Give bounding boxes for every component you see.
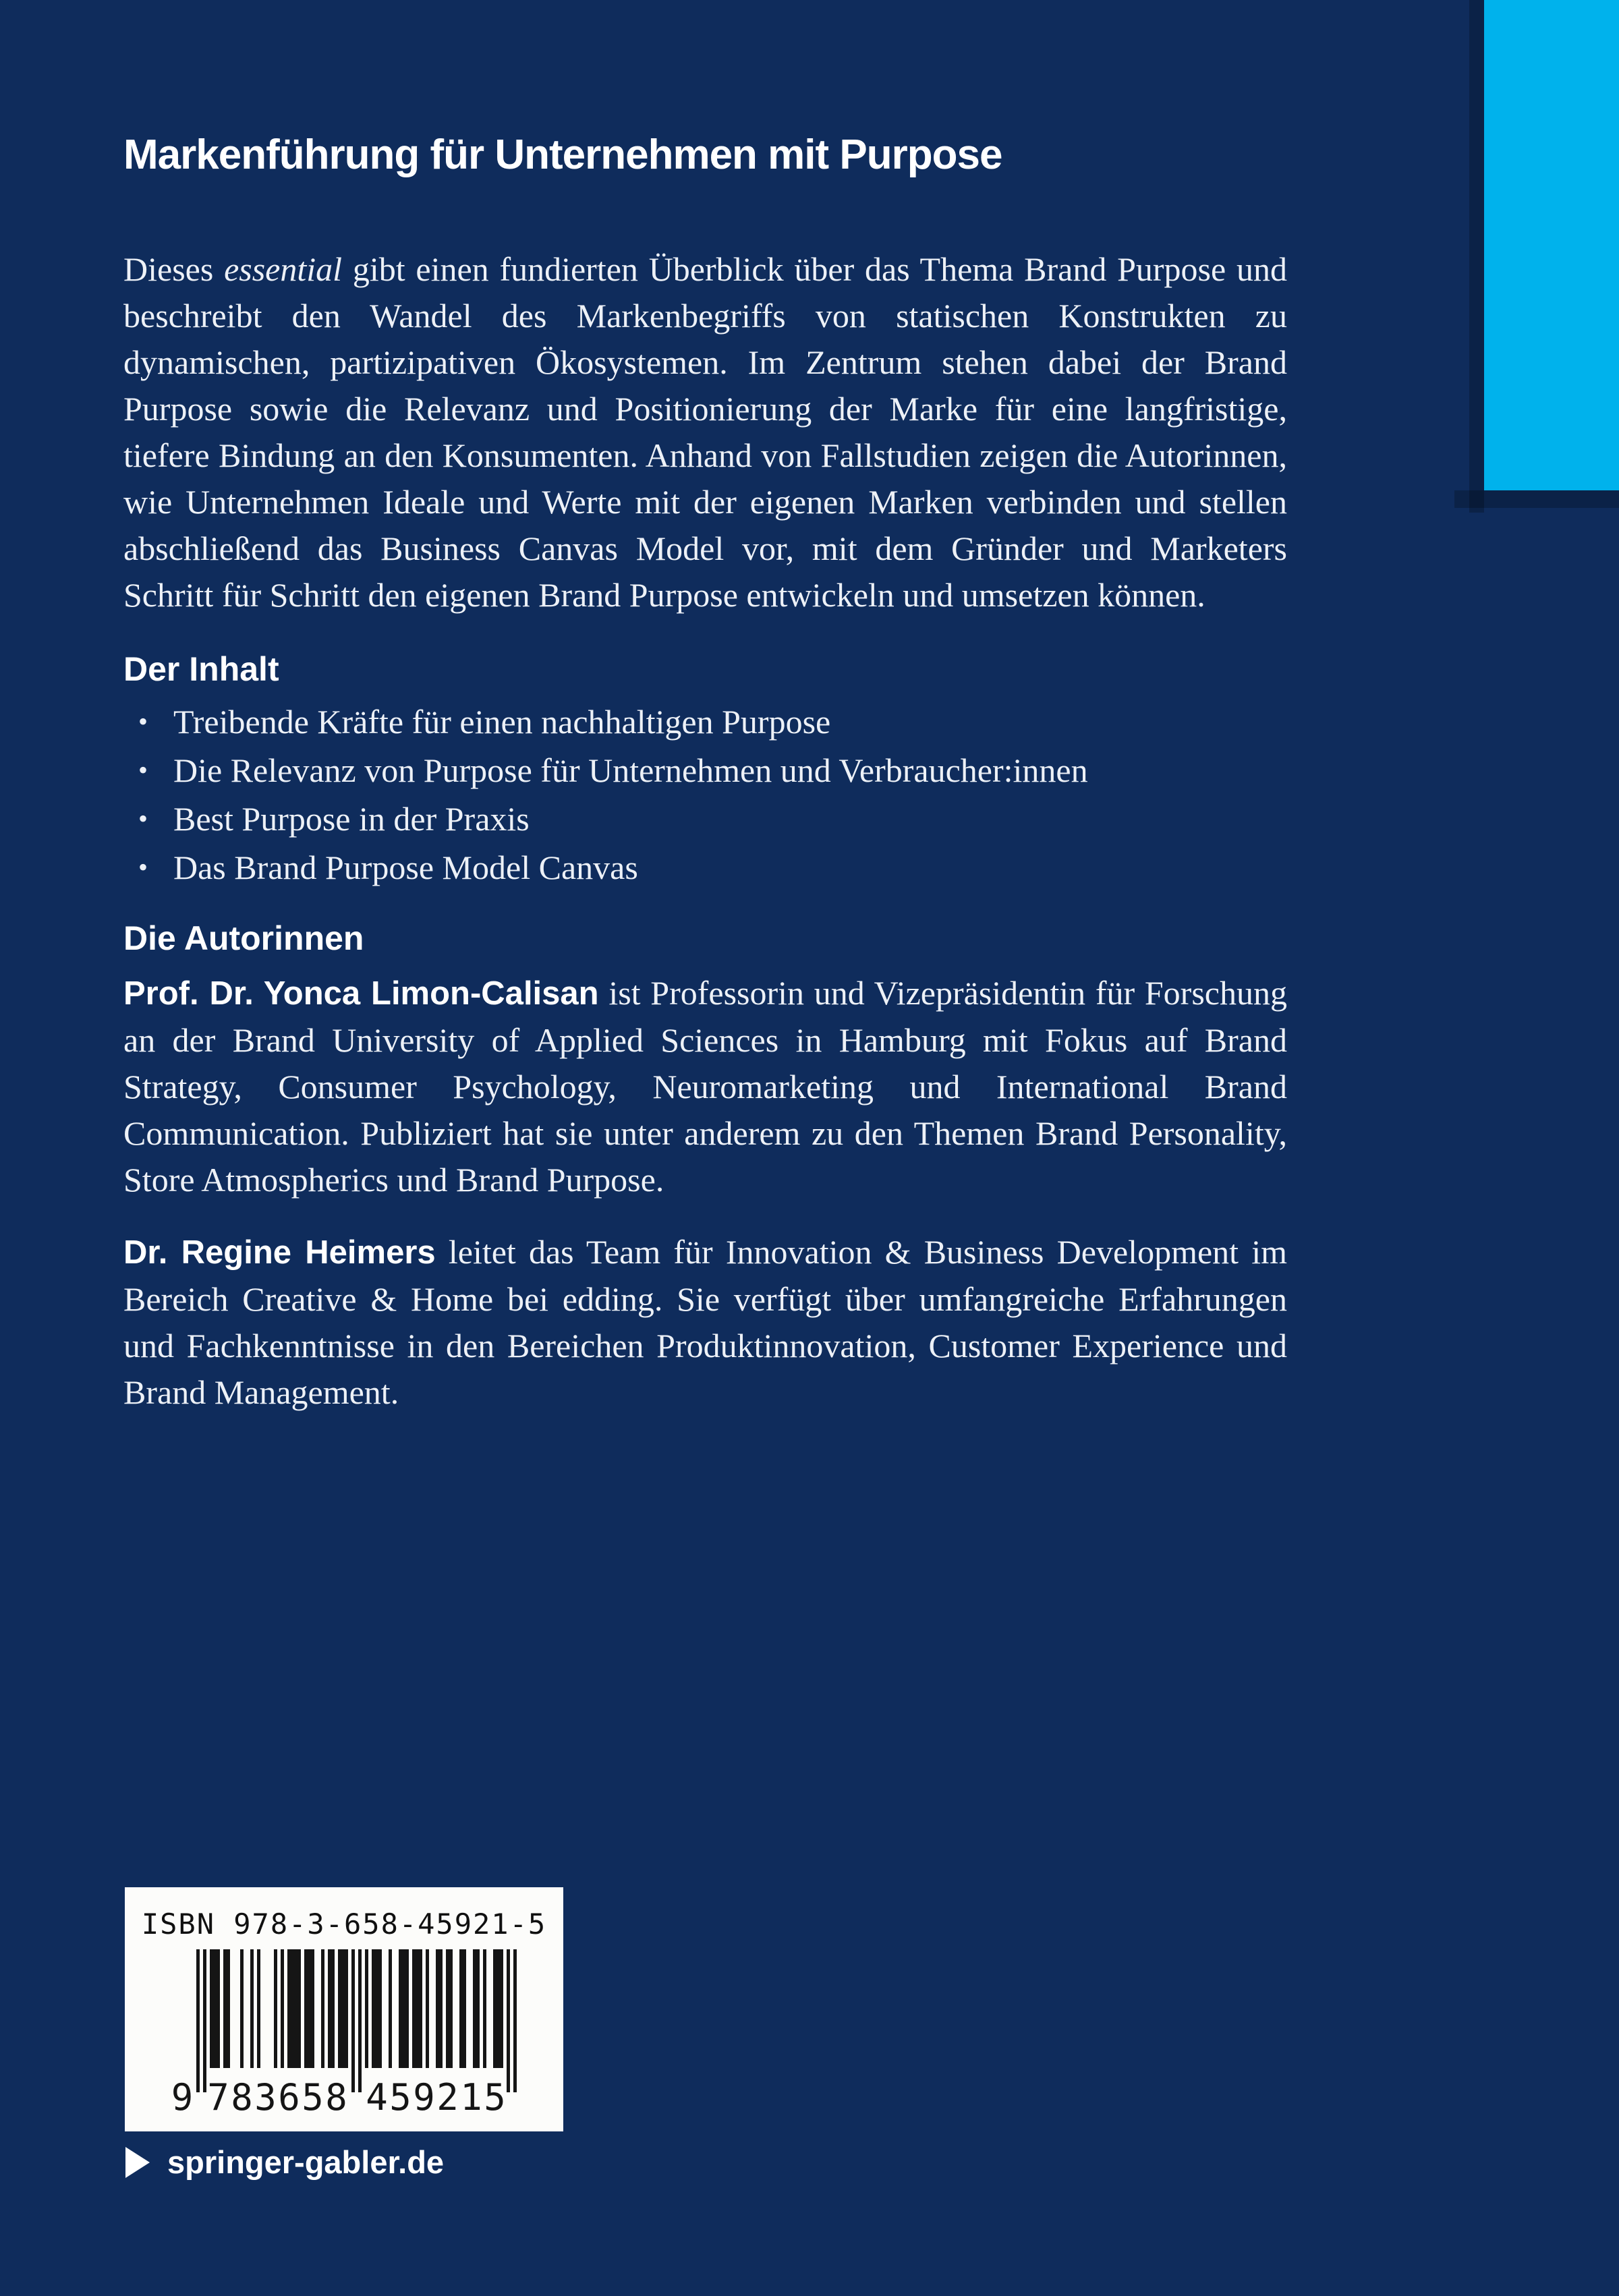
svg-text:1: 1 bbox=[459, 2076, 482, 2115]
author-bio: leitet das Team für Innovation & Business Development im Bereich Creative & Home bei edding. Sie verfügt über umfangreiche Erfahrungen und Fachkenntnisse in den Bereichen Produktinnovation, Customer Experience und Brand Management. bbox=[123, 1233, 1287, 1411]
book-title: Markenführung für Unternehmen mit Purpose bbox=[123, 132, 1002, 178]
bullet-dot: • bbox=[138, 852, 148, 882]
blurb-paragraph bbox=[123, 246, 1287, 619]
svg-text:6: 6 bbox=[277, 2076, 300, 2115]
author-name: Dr. Regine Heimers bbox=[123, 1234, 436, 1271]
cover-text-block bbox=[123, 133, 1287, 1416]
list-item bbox=[123, 795, 1287, 843]
accent-shadow-left bbox=[1469, 0, 1484, 513]
bullet-dot: • bbox=[138, 803, 148, 834]
svg-text:3: 3 bbox=[254, 2076, 277, 2115]
author-paragraph bbox=[123, 970, 1287, 1203]
author-paragraph bbox=[123, 1229, 1287, 1416]
website-text: springer-gabler.de bbox=[167, 2144, 445, 2180]
ean-barcode bbox=[171, 1949, 518, 2115]
svg-text:9: 9 bbox=[412, 2076, 435, 2115]
autorinnen-heading: Die Autorinnen bbox=[123, 919, 364, 957]
svg-text:5: 5 bbox=[483, 2076, 506, 2115]
website-row bbox=[125, 2144, 444, 2181]
svg-text:8: 8 bbox=[230, 2076, 253, 2115]
blurb-italic-word: essential bbox=[224, 250, 343, 288]
isbn-panel bbox=[125, 1887, 563, 2131]
accent-rectangle bbox=[1484, 0, 1619, 490]
list-item bbox=[123, 746, 1287, 795]
isbn-label: ISBN 978-3-658-45921-5 bbox=[141, 1907, 547, 1941]
blurb-rest: gibt einen fundierten Überblick über das Thema Brand Purpose und beschreibt den Wandel des Markenbegriffs von statischen Konstrukten zu dynamischen, partizipativen Ökosystemen. Im Zentrum stehen dabei der Brand Purpose sowie die Relevanz und Positionierung der Marke für eine langfristige, tiefere Bindung an den Konsumenten. Anhand von Fallstudien zeigen die Autorinnen, wie Unternehmen Ideale und Werte mit der eigenen Marken verbinden und stellen abschließend das Business Canvas Model vor, mit dem Gründer und Marketers Schritt für Schritt den eigenen Brand Purpose entwickeln und umsetzen können. bbox=[123, 250, 1287, 614]
list-item-text: Das Brand Purpose Model Canvas bbox=[173, 849, 638, 886]
list-item-text: Treibende Kräfte für einen nachhaltigen Purpose bbox=[173, 703, 831, 741]
list-item bbox=[123, 697, 1287, 746]
svg-text:7: 7 bbox=[206, 2076, 229, 2115]
svg-text:4: 4 bbox=[365, 2076, 388, 2115]
inhalt-heading: Der Inhalt bbox=[123, 650, 279, 688]
author-bio: ist Professorin und Vizepräsidentin für Forschung an der Brand University of Applied Sciences in Hamburg mit Fokus auf Brand Strategy, Consumer Psychology, Neuromarketing und International Brand Communication. Publiziert hat sie unter anderem zu den Themen Brand Personality, Store Atmospherics und Brand Purpose. bbox=[123, 974, 1287, 1199]
list-item-text: Die Relevanz von Purpose für Unternehmen und Verbraucher:innen bbox=[173, 751, 1088, 789]
svg-text:5: 5 bbox=[389, 2076, 411, 2115]
author-name: Prof. Dr. Yonca Limon-Calisan bbox=[123, 975, 599, 1012]
svg-text:5: 5 bbox=[301, 2076, 324, 2115]
list-item bbox=[123, 843, 1287, 892]
svg-text:9: 9 bbox=[171, 2076, 193, 2115]
svg-text:8: 8 bbox=[324, 2076, 347, 2115]
accent-shadow-bottom bbox=[1454, 490, 1619, 508]
play-arrow-icon bbox=[125, 2147, 150, 2178]
inhalt-list bbox=[123, 697, 1287, 892]
svg-text:2: 2 bbox=[436, 2076, 459, 2115]
list-item-text: Best Purpose in der Praxis bbox=[173, 800, 530, 838]
blurb-lead: Dieses bbox=[123, 250, 225, 288]
bullet-dot: • bbox=[138, 755, 148, 785]
bullet-dot: • bbox=[138, 706, 148, 737]
